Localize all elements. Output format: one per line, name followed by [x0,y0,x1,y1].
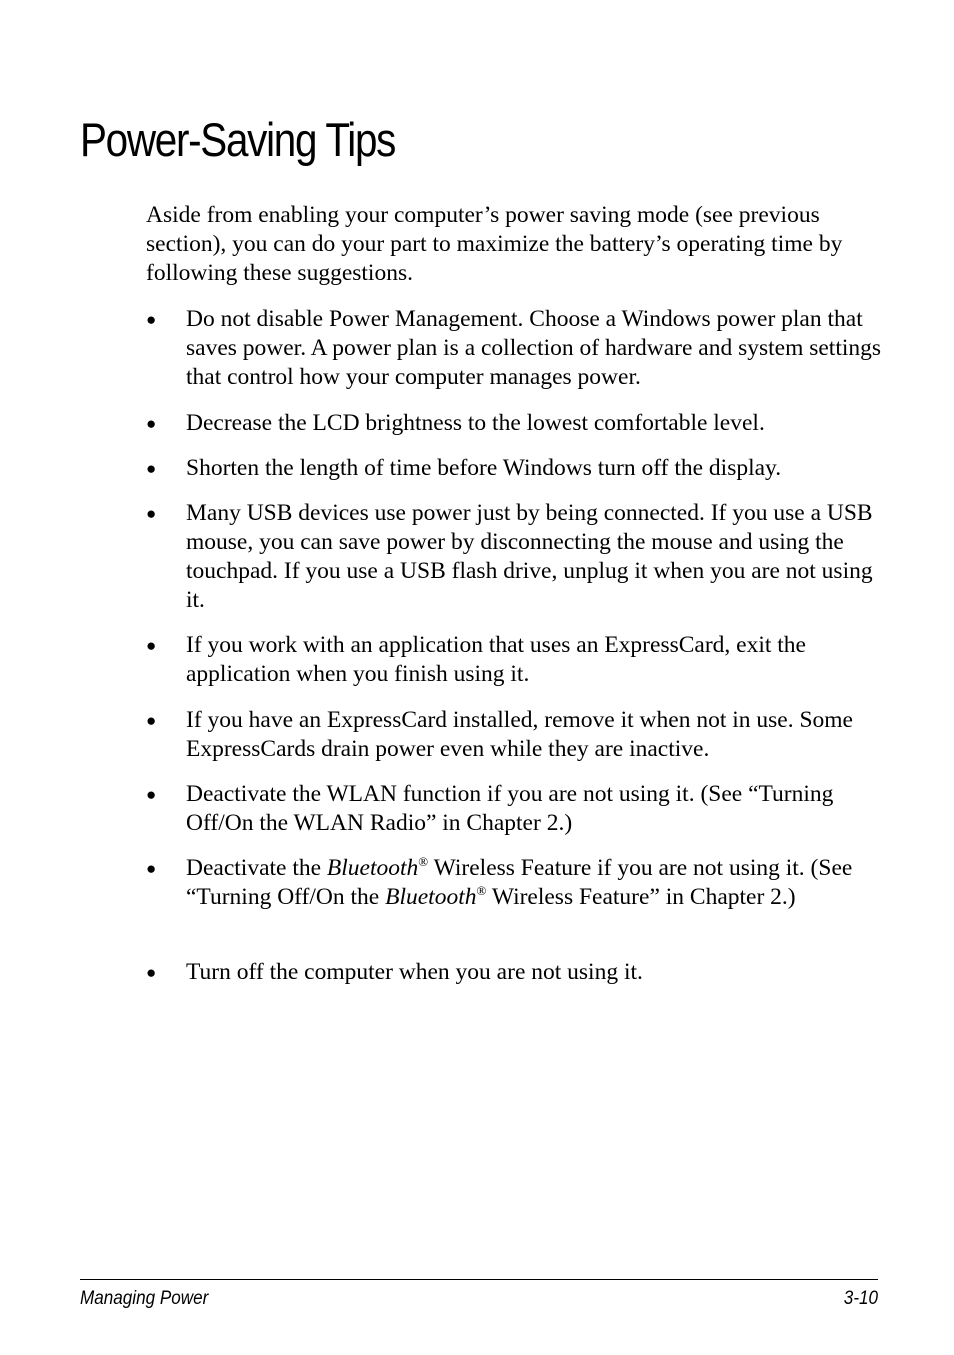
tip-text: If you work with an application that uses an ExpressCard, exit the application when you finish using it. [186,632,806,687]
bullet-icon: ● [146,963,157,982]
tip-text: Deactivate the WLAN function if you are not using it. (See “Turning Off/On the WLAN Radio” in Chapter 2.) [186,781,834,836]
tip-text-part: Deactivate the [186,855,327,881]
footer-page-number: 3-10 [843,1288,878,1309]
bullet-icon: ● [146,414,157,433]
bullet-icon: ● [146,711,157,730]
footer-rule [80,1279,878,1280]
tip-text: If you have an ExpressCard installed, remove it when not in use. Some ExpressCards drain power even while they are inactive. [186,707,853,762]
tip-text: Shorten the length of time before Windows turn off the display. [186,455,782,481]
footer-section-title: Managing Power [80,1288,209,1309]
tip-text: Do not disable Power Management. Choose a Windows power plan that saves power. A power plan is a collection of hardware and system settings that control how your computer manages power. [186,306,882,390]
bullet-icon: ● [146,504,157,523]
intro-paragraph: Aside from enabling your computer’s power saving mode (see previous section), you can do your part to maximize the battery’s operating time by following these suggestions. [146,202,843,286]
bluetooth-term: Bluetooth [385,884,477,910]
tip-text-part: Wireless Feature” in Chapter 2.) [486,884,796,910]
tip-text: Turn off the computer when you are not using it. [186,959,643,985]
bullet-icon: ● [146,310,157,329]
registered-mark: ® [418,854,429,869]
registered-mark: ® [476,883,487,898]
tip-text [186,854,886,912]
bullet-icon: ● [146,859,157,878]
bullet-icon: ● [146,636,157,655]
page-title: Power-Saving Tips [80,113,396,166]
tip-text: Many USB devices use power just by being connected. If you use a USB mouse, you can save power by disconnecting the mouse and using the touchpad. If you use a USB flash drive, unplug it when you are not using it. [186,500,873,613]
tip-text-part: Wireless Feature if you are not using it. (See “Turning Off/On the [186,855,853,910]
bluetooth-term: Bluetooth [326,855,419,881]
bullet-icon: ● [146,459,157,478]
bullet-icon: ● [146,785,157,804]
tip-text: Decrease the LCD brightness to the lowest comfortable level. [186,410,765,436]
